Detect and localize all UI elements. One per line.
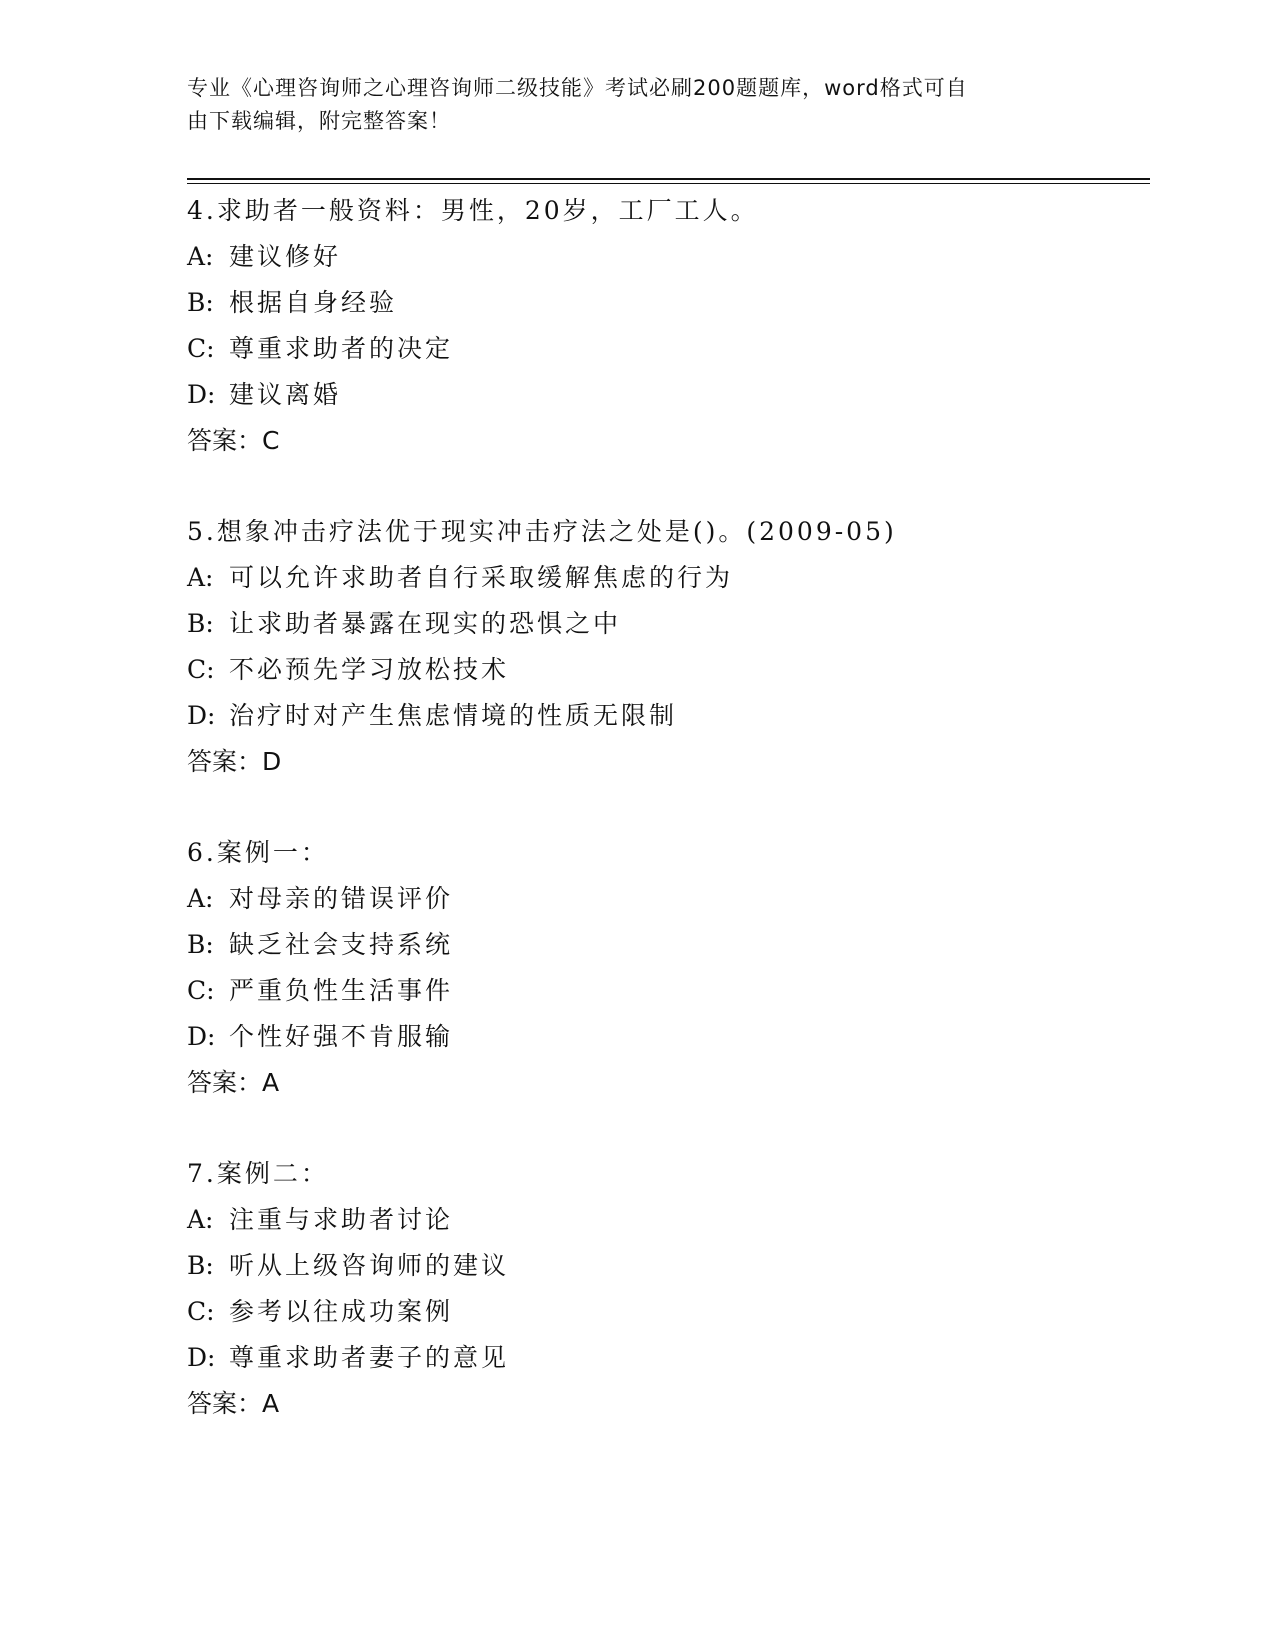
option-letter: B: — [187, 1251, 214, 1280]
option-text: 注重与求助者讨论 — [229, 1205, 454, 1234]
option-c — [187, 1289, 1147, 1335]
header-line-1: 专业《心理咨询师之心理咨询师二级技能》考试必刷200题题库，word格式可自 — [187, 76, 968, 100]
question-7 — [187, 1151, 1147, 1427]
option-letter: D: — [187, 1022, 216, 1051]
option-d — [187, 1335, 1147, 1381]
option-text: 听从上级咨询师的建议 — [229, 1251, 510, 1280]
option-a — [187, 234, 1147, 280]
option-a — [187, 1197, 1147, 1243]
option-letter: C: — [187, 655, 215, 684]
option-b — [187, 601, 1147, 647]
option-letter: D: — [187, 1343, 216, 1372]
option-text: 个性好强不肯服输 — [229, 1022, 454, 1051]
question-6 — [187, 830, 1147, 1106]
option-text: 不必预先学习放松技术 — [229, 655, 510, 684]
option-text: 建议离婚 — [229, 380, 342, 409]
answer-line: 答案：A — [187, 1068, 280, 1097]
option-d — [187, 372, 1147, 418]
option-a — [187, 876, 1147, 922]
option-text: 可以允许求助者自行采取缓解焦虑的行为 — [229, 563, 734, 592]
question-stem: 6.案例一： — [187, 838, 329, 867]
answer-line: 答案：D — [187, 747, 282, 776]
option-text: 建议修好 — [229, 242, 342, 271]
option-text: 缺乏社会支持系统 — [229, 930, 454, 959]
option-text: 对母亲的错误评价 — [229, 884, 454, 913]
option-c — [187, 968, 1147, 1014]
question-list — [187, 188, 1147, 1472]
option-text: 尊重求助者的决定 — [229, 334, 454, 363]
header-divider-thin — [187, 183, 1150, 184]
option-d — [187, 1014, 1147, 1060]
option-letter: B: — [187, 288, 214, 317]
option-text: 尊重求助者妻子的意见 — [229, 1343, 510, 1372]
option-b — [187, 1243, 1147, 1289]
answer-line: 答案：A — [187, 1389, 280, 1418]
document-header — [187, 72, 1087, 138]
option-letter: B: — [187, 930, 214, 959]
question-stem: 7.案例二： — [187, 1159, 329, 1188]
option-letter: D: — [187, 380, 216, 409]
question-stem: 4.求助者一般资料：男性，20岁，工厂工人。 — [187, 196, 759, 225]
option-b — [187, 280, 1147, 326]
option-letter: A: — [187, 242, 214, 271]
option-c — [187, 326, 1147, 372]
option-text: 根据自身经验 — [229, 288, 398, 317]
answer-line: 答案：C — [187, 426, 280, 455]
option-letter: C: — [187, 976, 215, 1005]
option-b — [187, 922, 1147, 968]
question-4 — [187, 188, 1147, 464]
question-5 — [187, 509, 1147, 785]
option-text: 治疗时对产生焦虑情境的性质无限制 — [229, 701, 678, 730]
header-divider-thick — [187, 178, 1150, 180]
option-letter: A: — [187, 884, 214, 913]
question-stem: 5.想象冲击疗法优于现实冲击疗法之处是()。(2009-05) — [187, 517, 897, 546]
option-letter: B: — [187, 609, 214, 638]
option-letter: C: — [187, 1297, 215, 1326]
option-d — [187, 693, 1147, 739]
option-text: 参考以往成功案例 — [229, 1297, 454, 1326]
option-letter: A: — [187, 1205, 214, 1234]
option-c — [187, 647, 1147, 693]
option-a — [187, 555, 1147, 601]
option-letter: C: — [187, 334, 215, 363]
header-line-2: 由下载编辑，附完整答案！ — [187, 109, 451, 133]
option-letter: D: — [187, 701, 216, 730]
option-letter: A: — [187, 563, 214, 592]
option-text: 让求助者暴露在现实的恐惧之中 — [229, 609, 622, 638]
option-text: 严重负性生活事件 — [229, 976, 454, 1005]
